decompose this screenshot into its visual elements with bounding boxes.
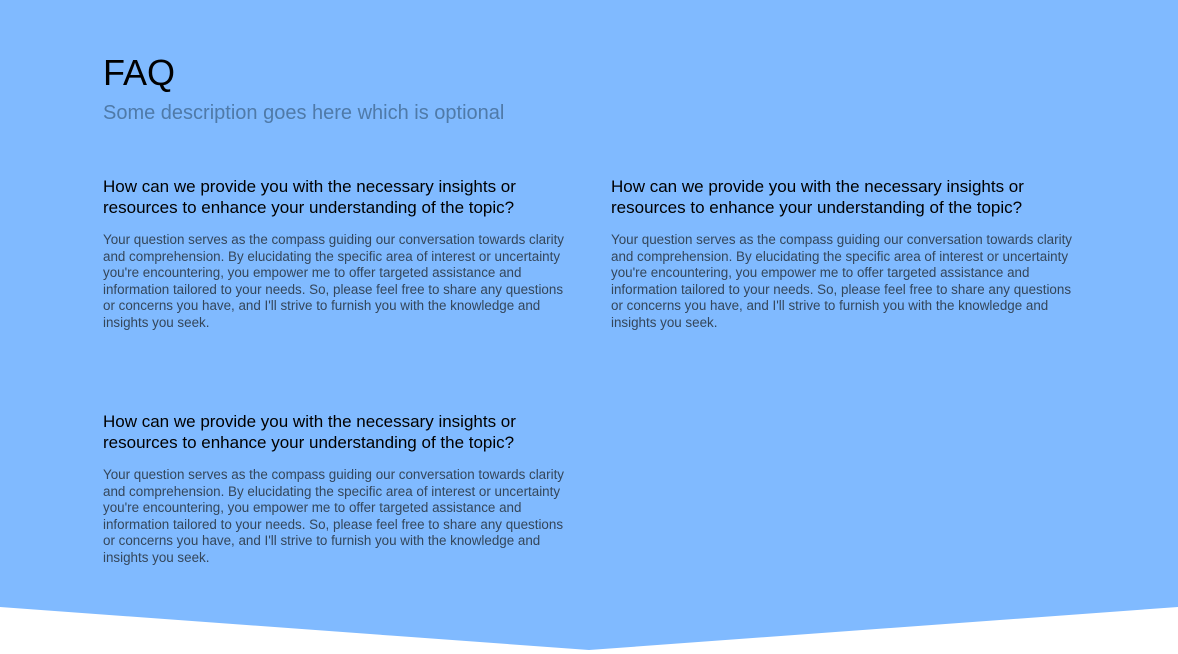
faq-question: How can we provide you with the necessary insights or resources to enhance your understanding of the topic? <box>103 177 516 217</box>
faq-question: How can we provide you with the necessary insights or resources to enhance your understanding of the topic? <box>611 177 1024 217</box>
page-title: FAQ <box>103 52 176 93</box>
faq-item <box>611 176 1081 332</box>
page-description: Some description goes here which is optional <box>103 102 505 124</box>
faq-question: How can we provide you with the necessary insights or resources to enhance your understanding of the topic? <box>103 412 516 452</box>
faq-item <box>103 411 573 567</box>
faq-answer: Your question serves as the compass guiding our conversation towards clarity and comprehension. By elucidating the specific area of interest or uncertainty you're encountering, you empower me to offer targeted assistance and information tailored to your needs. So, please feel free to share any questions or concerns you have, and I'll strive to furnish you with the knowledge and insights you seek. <box>103 467 564 565</box>
faq-answer: Your question serves as the compass guiding our conversation towards clarity and comprehension. By elucidating the specific area of interest or uncertainty you're encountering, you empower me to offer targeted assistance and information tailored to your needs. So, please feel free to share any questions or concerns you have, and I'll strive to furnish you with the knowledge and insights you seek. <box>103 232 564 330</box>
faq-item <box>103 176 573 332</box>
faq-answer: Your question serves as the compass guiding our conversation towards clarity and comprehension. By elucidating the specific area of interest or uncertainty you're encountering, you empower me to offer targeted assistance and information tailored to your needs. So, please feel free to share any questions or concerns you have, and I'll strive to furnish you with the knowledge and insights you seek. <box>611 232 1072 330</box>
